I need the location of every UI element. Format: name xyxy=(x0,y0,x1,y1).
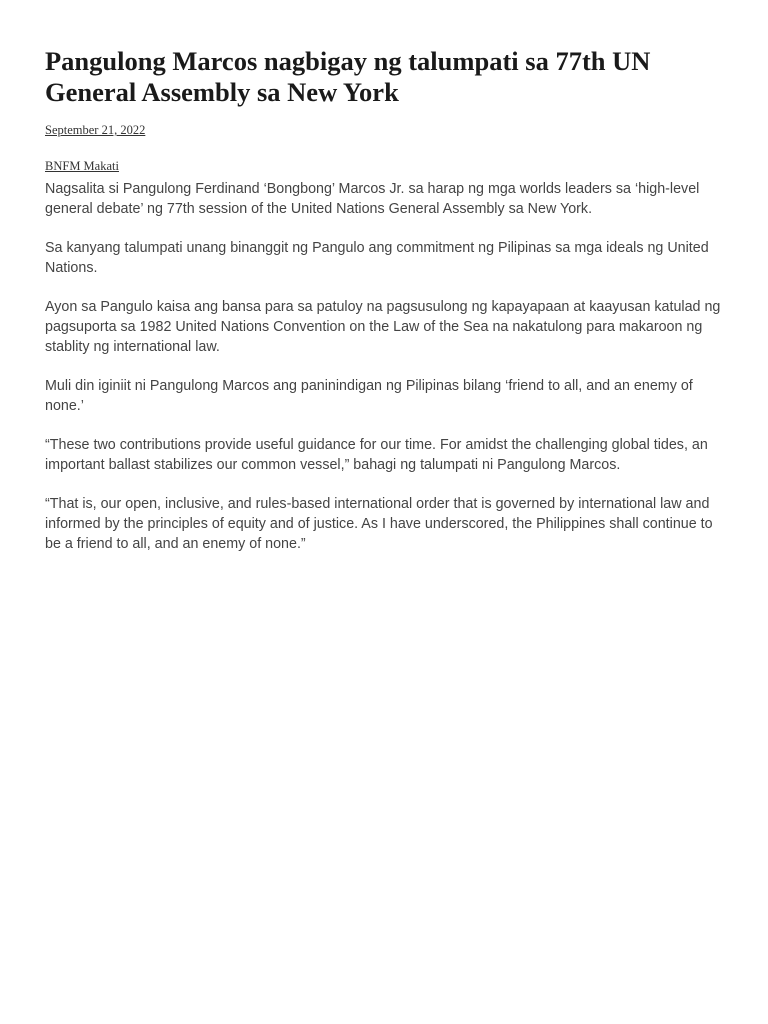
article-date-link[interactable]: September 21, 2022 xyxy=(45,123,146,137)
article-author-link[interactable]: BNFM Makati xyxy=(45,159,119,173)
article xyxy=(45,46,725,573)
article-paragraph: “That is, our open, inclusive, and rules-based international order that is governed by international law and informed by the principles of equity and of justice. As I have underscored, the Philippines shall continue to be a friend to all, and an enemy of none.” xyxy=(45,496,713,552)
article-paragraph: Sa kanyang talumpati unang binanggit ng Pangulo ang commitment ng Pilipinas sa mga ideals ng United Nations. xyxy=(45,240,709,276)
article-paragraph: Muli din iginiit ni Pangulong Marcos ang paninindigan ng Pilipinas bilang ‘friend to all, and an enemy of none.’ xyxy=(45,378,693,414)
article-paragraph: Ayon sa Pangulo kaisa ang bansa para sa patuloy na pagsusulong ng kapayapaan at kaayusan katulad ng pagsuporta sa 1982 United Nations Convention on the Law of the Sea na nakatulong para makaroon ng stablity ng international law. xyxy=(45,299,721,355)
article-body xyxy=(45,179,725,554)
article-title: Pangulong Marcos nagbigay ng talumpati sa 77th UN General Assembly sa New York xyxy=(45,46,651,107)
article-paragraph: “These two contributions provide useful guidance for our time. For amidst the challenging global tides, an important ballast stabilizes our common vessel,” bahagi ng talumpati ni Pangulong Marcos. xyxy=(45,437,708,473)
article-paragraph: Nagsalita si Pangulong Ferdinand ‘Bongbong’ Marcos Jr. sa harap ng mga worlds leaders sa ‘high-level general debate’ ng 77th session of the United Nations General Assembly sa New York. xyxy=(45,181,700,217)
